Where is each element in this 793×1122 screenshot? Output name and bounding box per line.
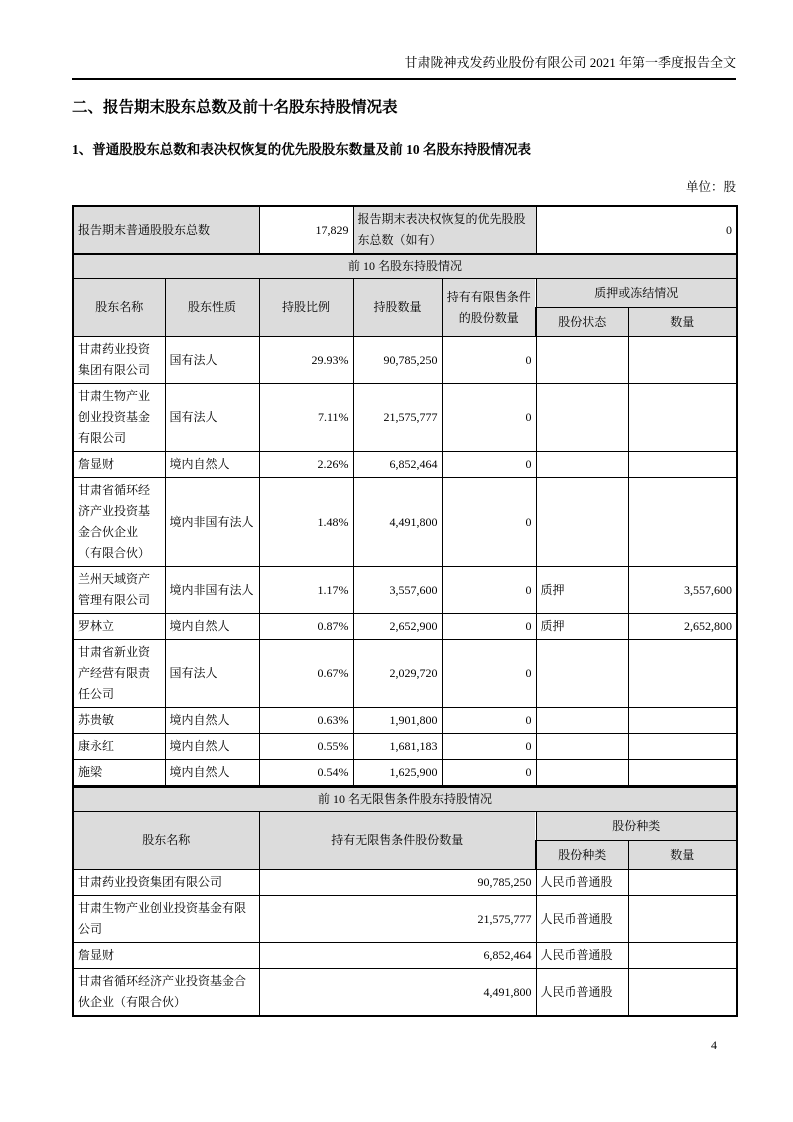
cell-holding-ratio: 29.93% bbox=[259, 337, 353, 384]
section-title: 二、报告期末股东总数及前十名股东持股情况表 bbox=[72, 99, 398, 116]
cell-shareholder-name: 兰州天域资产管理有限公司 bbox=[73, 567, 165, 614]
cell-holding-quantity: 3,557,600 bbox=[353, 567, 442, 614]
col-header-shareholder-name: 股东名称 bbox=[73, 812, 259, 870]
cell-pledge-status bbox=[536, 760, 628, 787]
table1-band-title: 前 10 名股东持股情况 bbox=[73, 254, 737, 279]
col-header-share-type: 股份种类 bbox=[536, 841, 628, 870]
col-header-pledge-group: 质押或冻结情况 bbox=[536, 279, 737, 308]
unit-label: 单位：股 bbox=[685, 180, 736, 194]
cell-holding-quantity: 1,681,183 bbox=[353, 734, 442, 760]
table2-band-title: 前 10 名无限售条件股东持股情况 bbox=[73, 787, 737, 812]
cell-pledge-status bbox=[536, 640, 628, 708]
cell-restricted-shares: 0 bbox=[442, 760, 536, 787]
cell-holding-quantity: 90,785,250 bbox=[353, 337, 442, 384]
table-row bbox=[73, 614, 737, 640]
table-row bbox=[73, 567, 737, 614]
table1-header-row-1 bbox=[73, 279, 737, 308]
table-row bbox=[73, 452, 737, 478]
subsection-title: 1、普通股股东总数和表决权恢复的优先股股东数量及前 10 名股东持股情况表 bbox=[72, 142, 531, 157]
cell-shareholder-name: 詹显财 bbox=[73, 452, 165, 478]
cell-holding-quantity: 21,575,777 bbox=[353, 384, 442, 452]
cell-shareholder-name: 甘肃药业投资集团有限公司 bbox=[73, 870, 259, 896]
cell-holding-ratio: 0.54% bbox=[259, 760, 353, 787]
cell-share-type-quantity bbox=[628, 896, 737, 943]
cell-pledge-status bbox=[536, 384, 628, 452]
cell-shareholder-name: 康永红 bbox=[73, 734, 165, 760]
col-header-restricted-shares: 持有有限售条件的股份数量 bbox=[442, 279, 536, 337]
cell-share-type-quantity bbox=[628, 943, 737, 969]
cell-restricted-shares: 0 bbox=[442, 337, 536, 384]
common-shareholders-value: 17,829 bbox=[259, 206, 353, 254]
cell-pledge-quantity bbox=[628, 384, 737, 452]
cell-shareholder-name: 甘肃省新业资产经营有限责任公司 bbox=[73, 640, 165, 708]
table-row bbox=[73, 708, 737, 734]
col-header-unrestricted-quantity: 持有无限售条件股份数量 bbox=[259, 812, 536, 870]
cell-holding-quantity: 6,852,464 bbox=[353, 452, 442, 478]
cell-holding-ratio: 1.48% bbox=[259, 478, 353, 567]
preferred-shareholders-label: 报告期末表决权恢复的优先股股东总数（如有） bbox=[353, 206, 536, 254]
cell-shareholder-name: 罗林立 bbox=[73, 614, 165, 640]
cell-share-type-quantity bbox=[628, 870, 737, 896]
table2-header-row-1 bbox=[73, 812, 737, 841]
cell-pledge-quantity bbox=[628, 708, 737, 734]
page-number: 4 bbox=[711, 1038, 717, 1052]
cell-shareholder-nature: 境内自然人 bbox=[165, 760, 259, 787]
cell-holding-ratio: 0.87% bbox=[259, 614, 353, 640]
cell-pledge-status bbox=[536, 478, 628, 567]
cell-pledge-quantity bbox=[628, 478, 737, 567]
cell-share-type: 人民币普通股 bbox=[536, 943, 628, 969]
cell-shareholder-name: 苏贵敏 bbox=[73, 708, 165, 734]
cell-pledge-quantity bbox=[628, 452, 737, 478]
cell-shareholder-name: 甘肃生物产业创业投资基金有限公司 bbox=[73, 896, 259, 943]
cell-holding-quantity: 1,901,800 bbox=[353, 708, 442, 734]
cell-restricted-shares: 0 bbox=[442, 708, 536, 734]
cell-shareholder-name: 詹显财 bbox=[73, 943, 259, 969]
table-row bbox=[73, 337, 737, 384]
cell-restricted-shares: 0 bbox=[442, 452, 536, 478]
cell-shareholder-name: 甘肃省循环经济产业投资基金合伙企业（有限合伙） bbox=[73, 969, 259, 1017]
cell-restricted-shares: 0 bbox=[442, 384, 536, 452]
cell-shareholder-nature: 境内自然人 bbox=[165, 708, 259, 734]
cell-pledge-quantity bbox=[628, 640, 737, 708]
col-header-share-type-quantity: 数量 bbox=[628, 841, 737, 870]
cell-pledge-status: 质押 bbox=[536, 614, 628, 640]
cell-pledge-status bbox=[536, 337, 628, 384]
cell-pledge-quantity: 3,557,600 bbox=[628, 567, 737, 614]
page-header bbox=[72, 52, 736, 80]
cell-holding-ratio: 0.67% bbox=[259, 640, 353, 708]
cell-share-type: 人民币普通股 bbox=[536, 870, 628, 896]
cell-holding-ratio: 2.26% bbox=[259, 452, 353, 478]
top10-shareholders-table bbox=[72, 205, 738, 787]
table-row bbox=[73, 760, 737, 787]
cell-pledge-quantity bbox=[628, 337, 737, 384]
col-header-shareholder-nature: 股东性质 bbox=[165, 279, 259, 337]
summary-row bbox=[73, 206, 737, 254]
cell-restricted-shares: 0 bbox=[442, 614, 536, 640]
col-header-pledge-quantity: 数量 bbox=[628, 308, 737, 337]
table-row bbox=[73, 478, 737, 567]
table-row bbox=[73, 734, 737, 760]
table1-band-row bbox=[73, 254, 737, 279]
cell-restricted-shares: 0 bbox=[442, 478, 536, 567]
cell-share-type-quantity bbox=[628, 969, 737, 1017]
cell-unrestricted-quantity: 21,575,777 bbox=[259, 896, 536, 943]
cell-shareholder-name: 甘肃药业投资集团有限公司 bbox=[73, 337, 165, 384]
page-header-title: 甘肃陇神戎发药业股份有限公司 2021 年第一季度报告全文 bbox=[404, 55, 736, 70]
cell-unrestricted-quantity: 6,852,464 bbox=[259, 943, 536, 969]
table2-band-row bbox=[73, 787, 737, 812]
cell-pledge-quantity bbox=[628, 734, 737, 760]
table-row bbox=[73, 943, 737, 969]
col-header-share-type-group: 股份种类 bbox=[536, 812, 737, 841]
cell-shareholder-name: 施梁 bbox=[73, 760, 165, 787]
cell-shareholder-nature: 国有法人 bbox=[165, 640, 259, 708]
cell-pledge-status: 质押 bbox=[536, 567, 628, 614]
cell-shareholder-nature: 国有法人 bbox=[165, 337, 259, 384]
cell-unrestricted-quantity: 90,785,250 bbox=[259, 870, 536, 896]
cell-holding-quantity: 2,029,720 bbox=[353, 640, 442, 708]
col-header-shareholder-name: 股东名称 bbox=[73, 279, 165, 337]
cell-holding-ratio: 0.63% bbox=[259, 708, 353, 734]
table-row bbox=[73, 870, 737, 896]
cell-unrestricted-quantity: 4,491,800 bbox=[259, 969, 536, 1017]
cell-shareholder-name: 甘肃生物产业创业投资基金有限公司 bbox=[73, 384, 165, 452]
cell-share-type: 人民币普通股 bbox=[536, 896, 628, 943]
cell-pledge-quantity bbox=[628, 760, 737, 787]
table-row bbox=[73, 384, 737, 452]
cell-shareholder-nature: 境内非国有法人 bbox=[165, 567, 259, 614]
top10-unrestricted-shareholders-table bbox=[72, 786, 738, 1017]
cell-pledge-status bbox=[536, 708, 628, 734]
col-header-pledge-status: 股份状态 bbox=[536, 308, 628, 337]
cell-shareholder-name: 甘肃省循环经济产业投资基金合伙企业（有限合伙） bbox=[73, 478, 165, 567]
col-header-holding-quantity: 持股数量 bbox=[353, 279, 442, 337]
cell-pledge-status bbox=[536, 734, 628, 760]
common-shareholders-label: 报告期末普通股股东总数 bbox=[73, 206, 259, 254]
cell-pledge-quantity: 2,652,800 bbox=[628, 614, 737, 640]
table-row bbox=[73, 640, 737, 708]
cell-shareholder-nature: 境内自然人 bbox=[165, 734, 259, 760]
shareholder-tables bbox=[72, 205, 736, 1017]
col-header-holding-ratio: 持股比例 bbox=[259, 279, 353, 337]
table-row bbox=[73, 896, 737, 943]
cell-restricted-shares: 0 bbox=[442, 567, 536, 614]
cell-holding-ratio: 0.55% bbox=[259, 734, 353, 760]
cell-shareholder-nature: 境内非国有法人 bbox=[165, 478, 259, 567]
table-row bbox=[73, 969, 737, 1017]
cell-restricted-shares: 0 bbox=[442, 734, 536, 760]
cell-pledge-status bbox=[536, 452, 628, 478]
cell-shareholder-nature: 境内自然人 bbox=[165, 452, 259, 478]
cell-share-type: 人民币普通股 bbox=[536, 969, 628, 1017]
preferred-shareholders-value: 0 bbox=[536, 206, 737, 254]
cell-shareholder-nature: 境内自然人 bbox=[165, 614, 259, 640]
cell-holding-quantity: 4,491,800 bbox=[353, 478, 442, 567]
cell-holding-quantity: 1,625,900 bbox=[353, 760, 442, 787]
cell-holding-quantity: 2,652,900 bbox=[353, 614, 442, 640]
cell-holding-ratio: 1.17% bbox=[259, 567, 353, 614]
cell-holding-ratio: 7.11% bbox=[259, 384, 353, 452]
cell-restricted-shares: 0 bbox=[442, 640, 536, 708]
cell-shareholder-nature: 国有法人 bbox=[165, 384, 259, 452]
